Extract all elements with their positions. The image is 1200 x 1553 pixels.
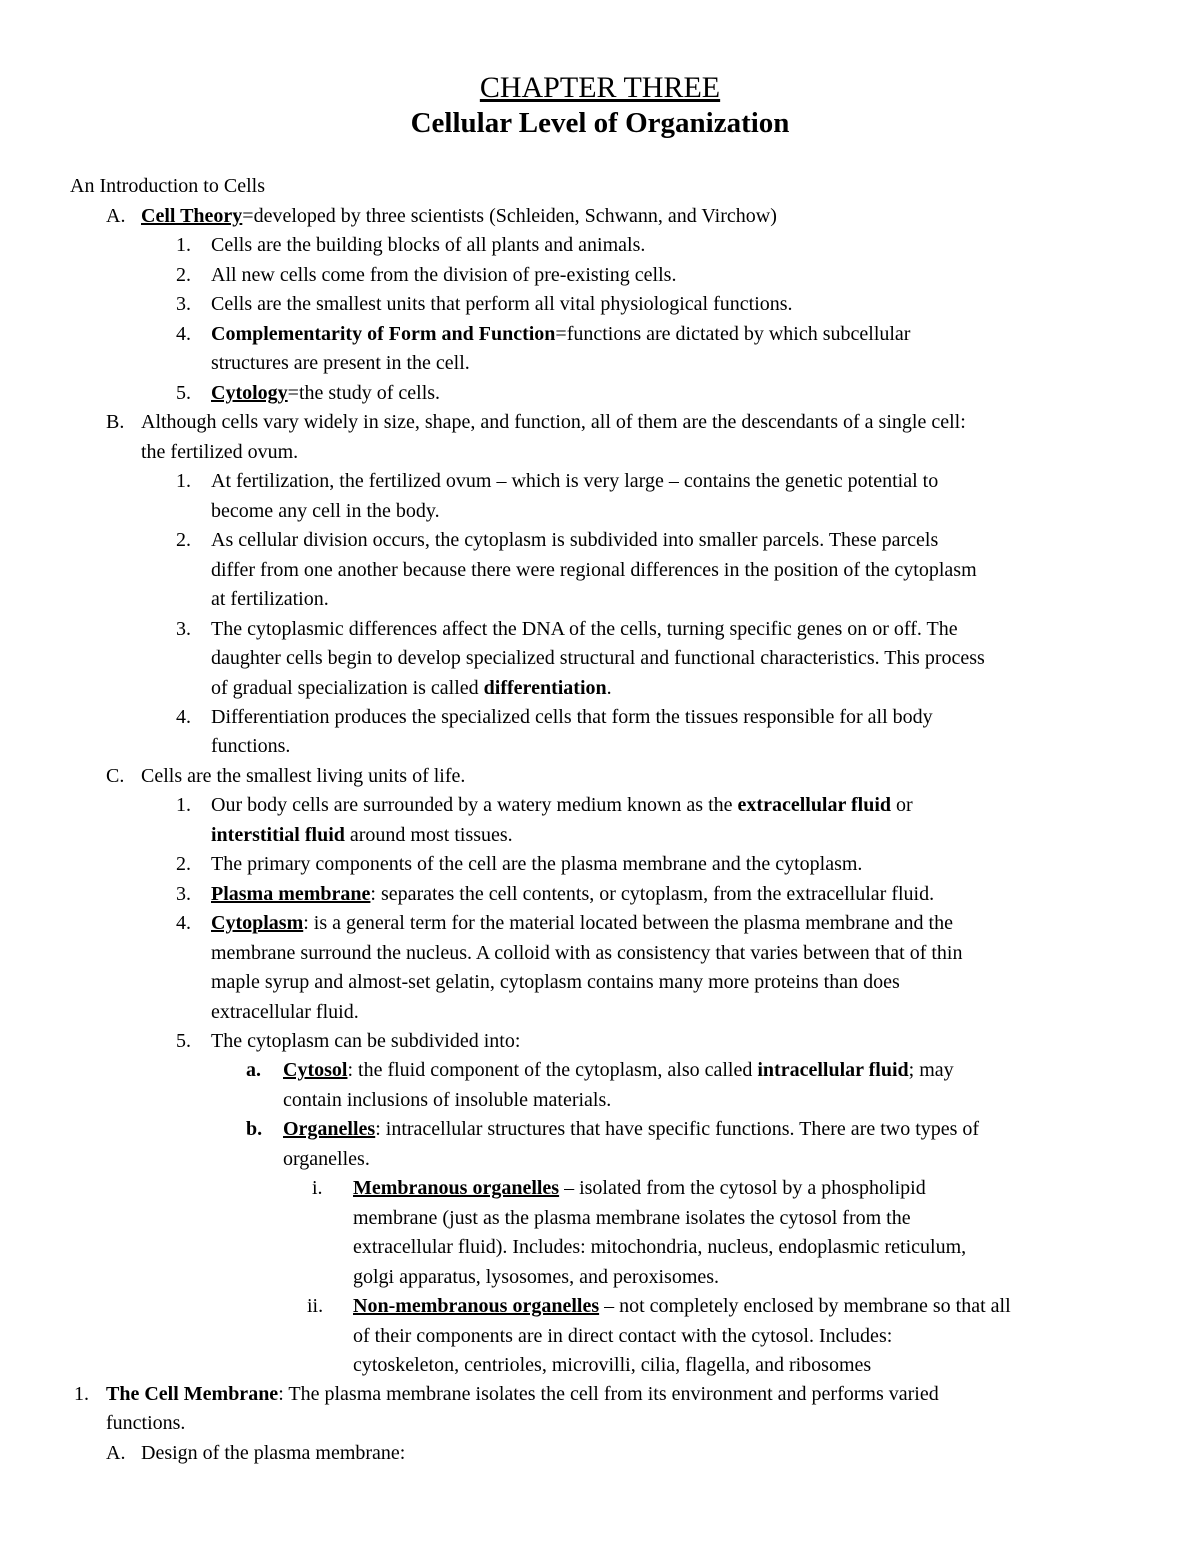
list-item-text: Our body cells are surrounded by a watery medium known as the extracellular fluid or: [211, 794, 913, 816]
roman-list-item-text: extracellular fluid). Includes: mitochondria, nucleus, endoplasmic reticulum,: [353, 1236, 967, 1258]
list-item-text: membrane surround the nucleus. A colloid with as consistency that varies between that of thin: [211, 942, 963, 964]
term-cytology: Cytology: [211, 382, 288, 404]
outline-item-a-text: Design of the plasma membrane:: [141, 1442, 406, 1464]
list-marker: 3.: [176, 618, 191, 640]
list-item-text: Plasma membrane: separates the cell contents, or cytoplasm, from the extracellular fluid.: [211, 883, 935, 905]
list-marker: 3.: [176, 883, 191, 905]
list-item-text: The cytoplasmic differences affect the DNA of the cells, turning specific genes on or off. The: [211, 618, 958, 640]
term-intracellular-fluid: intracellular fluid: [757, 1059, 909, 1081]
list-marker: C.: [106, 765, 125, 787]
list-marker: 5.: [176, 382, 191, 404]
list-item-text: All new cells come from the division of pre-existing cells.: [211, 264, 677, 286]
section-item-1-text: functions.: [106, 1412, 186, 1434]
list-item-text: functions.: [211, 735, 291, 757]
sub-list-item-text: contain inclusions of insoluble materials.: [283, 1089, 612, 1111]
list-item-text: at fertilization.: [211, 588, 329, 610]
list-item-text: maple syrup and almost-set gelatin, cytoplasm contains many more proteins than does: [211, 971, 900, 993]
term-interstitial-fluid: interstitial fluid: [211, 824, 345, 846]
list-marker: 4.: [176, 706, 191, 728]
list-item-text: extracellular fluid.: [211, 1001, 359, 1023]
list-item-text: differ from one another because there were regional differences in the position of the cytoplasm: [211, 559, 977, 581]
chapter-subtitle: Cellular Level of Organization: [410, 107, 790, 139]
list-marker: 1.: [176, 794, 191, 816]
term-cell-theory: Cell Theory: [141, 205, 243, 227]
list-item-text: structures are present in the cell.: [211, 352, 470, 374]
list-item-text: Cytoplasm: is a general term for the material located between the plasma membrane and the: [211, 912, 953, 934]
list-item-text: As cellular division occurs, the cytoplasm is subdivided into smaller parcels. These parcels: [211, 529, 939, 551]
term-extracellular-fluid: extracellular fluid: [737, 794, 892, 816]
term-non-membranous-organelles: Non-membranous organelles: [353, 1295, 600, 1317]
list-marker: 2.: [176, 264, 191, 286]
roman-list-item-text: of their components are in direct contact with the cytosol. Includes:: [353, 1325, 893, 1347]
list-marker: A.: [106, 205, 126, 227]
list-item-text: Cytology=the study of cells.: [211, 382, 441, 404]
intro-heading: An Introduction to Cells: [70, 175, 265, 197]
list-marker: b.: [246, 1118, 263, 1140]
term-membranous-organelles: Membranous organelles: [353, 1177, 560, 1199]
term-cytosol: Cytosol: [283, 1059, 348, 1081]
roman-list-item-text: golgi apparatus, lysosomes, and peroxisomes.: [353, 1266, 720, 1288]
outline-item-a-text: Cell Theory=developed by three scientists (Schleiden, Schwann, and Virchow): [141, 205, 777, 227]
roman-list-item-text: membrane (just as the plasma membrane isolates the cytosol from the: [353, 1207, 911, 1229]
list-marker: 3.: [176, 293, 191, 315]
list-item-text: Differentiation produces the specialized cells that form the tissues responsible for all body: [211, 706, 933, 728]
list-marker: i.: [312, 1177, 323, 1199]
chapter-title: CHAPTER THREE: [479, 71, 721, 104]
term-organelles: Organelles: [283, 1118, 376, 1140]
list-item-text: At fertilization, the fertilized ovum – which is very large – contains the genetic potential to: [211, 470, 939, 492]
list-item-text: Cells are the smallest units that perform all vital physiological functions.: [211, 293, 793, 315]
term-differentiation: differentiation: [483, 677, 607, 699]
outline-item-b-text: Although cells vary widely in size, shape, and function, all of them are the descendants of a single cell:: [141, 411, 966, 433]
outline-item-b-text: the fertilized ovum.: [141, 441, 299, 463]
list-item-text: The cytoplasm can be subdivided into:: [211, 1030, 521, 1052]
roman-list-item-text: Non-membranous organelles – not completely enclosed by membrane so that all: [353, 1295, 1011, 1317]
term-cytoplasm: Cytoplasm: [211, 912, 304, 934]
outline-item-c-text: Cells are the smallest living units of life.: [141, 765, 466, 787]
list-marker: 5.: [176, 1030, 191, 1052]
roman-list-item-text: cytoskeleton, centrioles, microvilli, cilia, flagella, and ribosomes: [353, 1354, 872, 1376]
list-marker: A.: [106, 1442, 126, 1464]
list-item-text: become any cell in the body.: [211, 500, 440, 522]
list-marker: 1.: [176, 234, 191, 256]
term-cell-membrane: The Cell Membrane: [106, 1383, 279, 1405]
list-item-text: The primary components of the cell are the plasma membrane and the cytoplasm.: [211, 853, 863, 875]
list-marker: ii.: [307, 1295, 324, 1317]
term-complementarity: Complementarity of Form and Function: [211, 323, 556, 345]
list-item-text: Cells are the building blocks of all plants and animals.: [211, 234, 646, 256]
list-marker: 1.: [176, 470, 191, 492]
sub-list-item-text: Cytosol: the fluid component of the cytoplasm, also called intracellular fluid; may: [283, 1059, 954, 1081]
list-marker: a.: [246, 1059, 261, 1081]
list-item-text: daughter cells begin to develop specialized structural and functional characteristics. This process: [211, 647, 985, 669]
list-marker: 2.: [176, 529, 191, 551]
list-marker: 2.: [176, 853, 191, 875]
sub-list-item-text: organelles.: [283, 1148, 370, 1170]
list-marker: B.: [106, 411, 125, 433]
roman-list-item-text: Membranous organelles – isolated from the cytosol by a phospholipid: [353, 1177, 926, 1199]
sub-list-item-text: Organelles: intracellular structures that have specific functions. There are two types of: [283, 1118, 980, 1140]
list-item-text: Complementarity of Form and Function=functions are dictated by which subcellular: [211, 323, 911, 345]
list-marker: 4.: [176, 912, 191, 934]
list-item-text: of gradual specialization is called differentiation.: [211, 677, 612, 699]
section-item-1-text: The Cell Membrane: The plasma membrane isolates the cell from its environment and performs varied: [106, 1383, 939, 1405]
list-item-text: interstitial fluid around most tissues.: [211, 824, 513, 846]
list-marker: 1.: [74, 1383, 89, 1405]
list-marker: 4.: [176, 323, 191, 345]
term-plasma-membrane: Plasma membrane: [211, 883, 371, 905]
